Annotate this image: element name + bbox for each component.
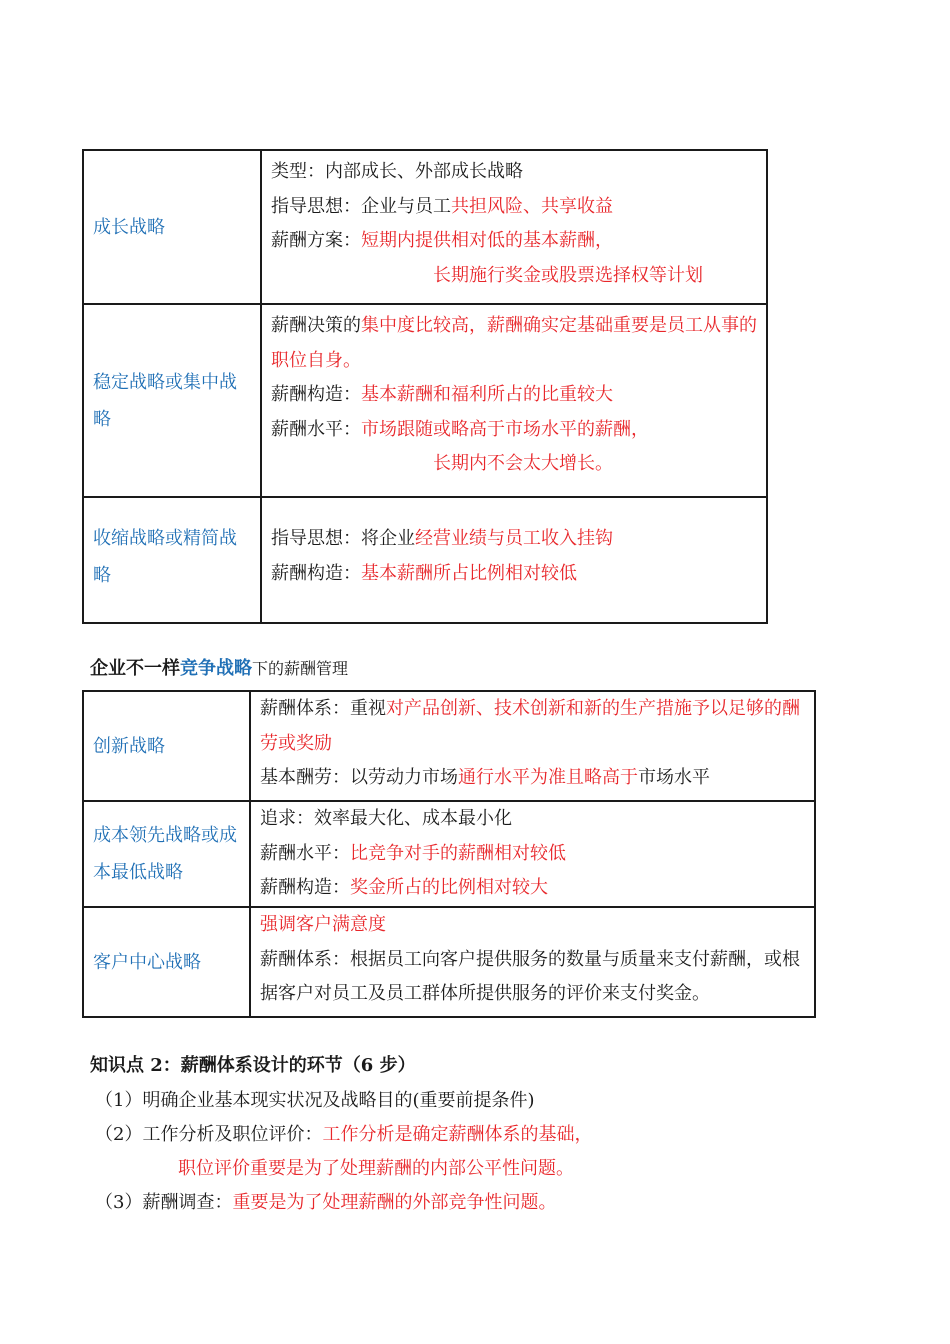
content-line: 基本酬劳：以劳动力市场通行水平为准且略高于市场水平	[260, 767, 710, 788]
table-row	[83, 150, 767, 304]
knowledge-point-title: 知识点 2：薪酬体系设计的环节（6 步）	[90, 1055, 416, 1076]
strategy-table	[82, 149, 768, 624]
content-line: 薪酬决策的集中度比较高，薪酬确实定基础重要是员工从事的职位自身。	[271, 315, 757, 371]
content-line: 薪酬构造：基本薪酬和福利所占的比重较大	[271, 384, 613, 405]
list-item: （3）薪酬调查：重要是为了处理薪酬的外部竞争性问题。	[95, 1192, 557, 1213]
content-line: 长期施行奖金或股票选择权等计划	[433, 264, 703, 286]
content-line: 追求：效率最大化、成本最小化	[260, 808, 512, 829]
row-content	[250, 801, 815, 907]
table-row	[83, 497, 767, 623]
row-label: 收缩战略或精简战略	[83, 497, 261, 623]
content-line: 薪酬体系：重视对产品创新、技术创新和新的生产措施予以足够的酬劳或奖励	[260, 698, 800, 754]
content-line: 薪酬水平：市场跟随或略高于市场水平的薪酬，	[271, 418, 649, 440]
list-item: 职位评价重要是为了处理薪酬的内部公平性问题。	[178, 1158, 574, 1179]
table-row	[83, 907, 815, 1017]
content-line: 强调客户满意度	[260, 914, 386, 935]
table-row	[83, 801, 815, 907]
row-content	[250, 907, 815, 1017]
table-row	[83, 304, 767, 497]
row-content	[261, 150, 767, 304]
content-line: 类型：内部成长、外部成长战略	[271, 161, 523, 182]
row-label: 成本领先战略或成本最低战略	[83, 801, 250, 907]
row-label: 创新战略	[83, 691, 250, 801]
content-line: 指导思想：将企业经营业绩与员工收入挂钩	[271, 528, 613, 549]
competitive-strategy-table	[82, 690, 816, 1018]
row-content	[261, 304, 767, 497]
row-content	[261, 497, 767, 623]
section-heading: 企业不一样竞争战略下的薪酬管理	[90, 658, 349, 679]
steps-list	[95, 1084, 592, 1220]
content-line: 长期内不会太大增长。	[433, 453, 613, 474]
content-line: 薪酬体系：根据员工向客户提供服务的数量与质量来支付薪酬，或根据客户对员工及员工群体所提供服务的评价来支付奖金。	[260, 948, 800, 1004]
content-line: 薪酬方案：短期内提供相对低的基本薪酬，	[271, 230, 613, 251]
row-label: 成长战略	[83, 150, 261, 304]
content-line: 指导思想：企业与员工共担风险、共享收益	[271, 195, 613, 217]
list-item: （1）明确企业基本现实状况及战略目的(重要前提条件)	[95, 1090, 535, 1111]
content-line: 薪酬水平：比竞争对手的薪酬相对较低	[260, 842, 566, 864]
table-row	[83, 691, 815, 801]
content-line: 薪酬构造：奖金所占的比例相对较大	[260, 877, 548, 898]
list-item: （2）工作分析及职位评价：工作分析是确定薪酬体系的基础，	[95, 1124, 593, 1145]
row-label: 客户中心战略	[83, 907, 250, 1017]
row-label: 稳定战略或集中战略	[83, 304, 261, 497]
content-line: 薪酬构造：基本薪酬所占比例相对较低	[271, 562, 577, 584]
row-content	[250, 691, 815, 801]
